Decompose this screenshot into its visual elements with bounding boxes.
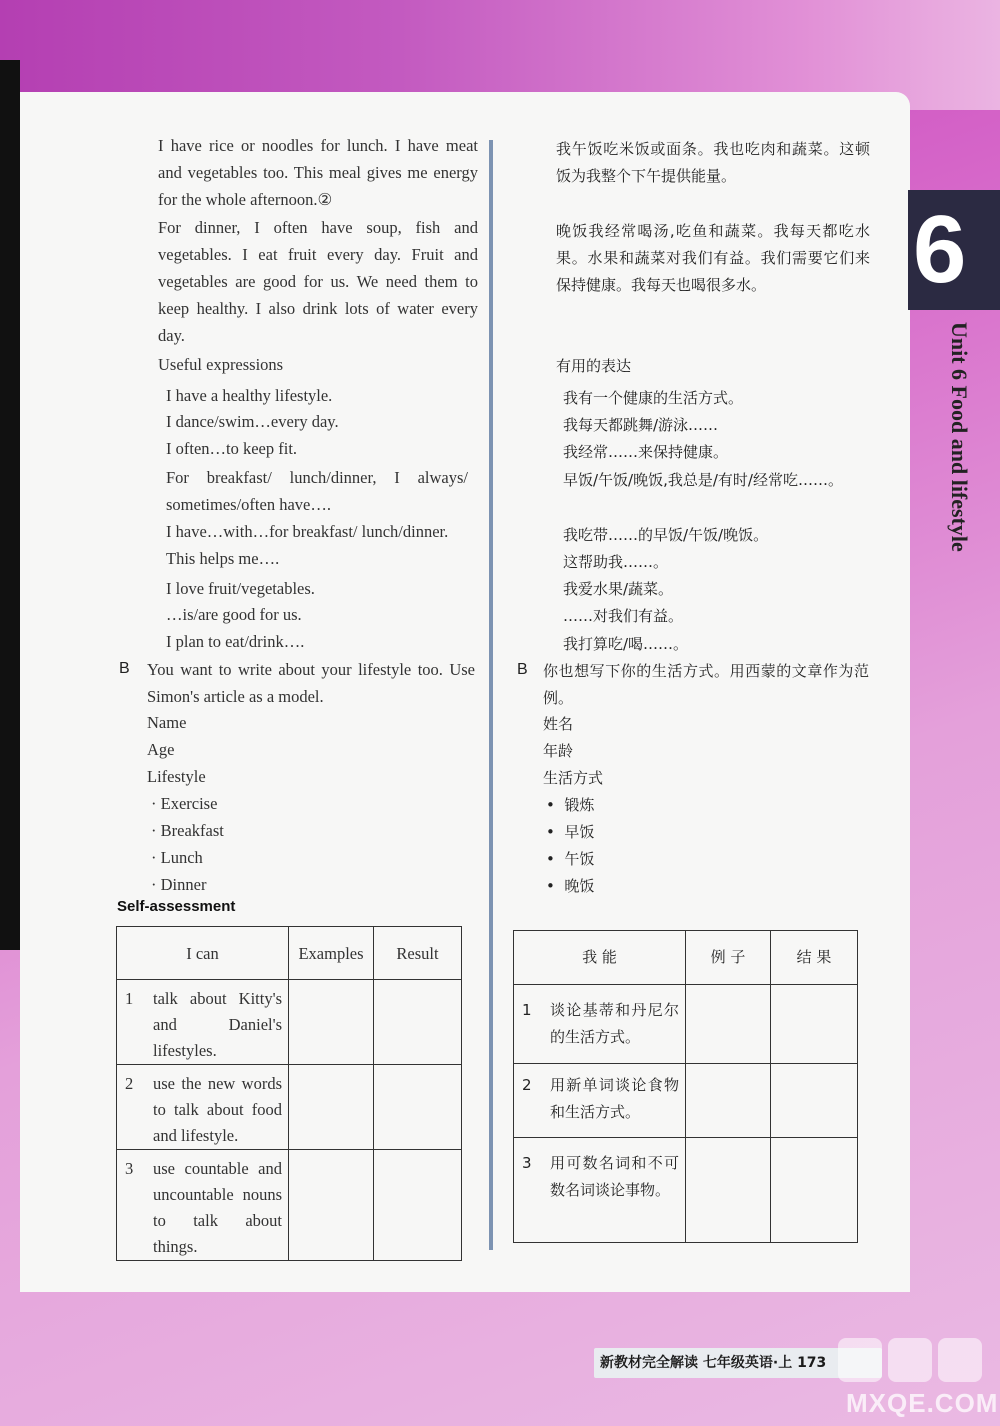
row-number: 3	[125, 1159, 134, 1178]
row-text: talk about Kitty's and Daniel's lifestyles.	[153, 989, 282, 1060]
en-expression: …is/are good for us.	[166, 605, 302, 624]
examples-cell[interactable]	[686, 1064, 771, 1138]
zh-section-b-label: B	[517, 661, 528, 678]
zh-expression: 我打算吃/喝……。	[563, 635, 689, 653]
zh-bullet-item: • 早饭	[546, 823, 595, 841]
row-text: 用可数名词和不可数名词谈论事物。	[550, 1154, 679, 1199]
examples-cell[interactable]	[289, 1065, 374, 1150]
en-paragraph-lunch: I have rice or noodles for lunch. I have meat and vegetables too. This meal gives me energy for the whole afternoon.②	[158, 136, 478, 209]
table-row	[117, 1065, 462, 1150]
examples-cell[interactable]	[686, 985, 771, 1064]
row-number: 1	[125, 989, 134, 1008]
en-expression: This helps me….	[166, 549, 280, 568]
en-bullet-item: · Breakfast	[151, 821, 224, 840]
en-expression: I love fruit/vegetables.	[166, 579, 315, 598]
binding-strip	[0, 60, 20, 950]
table-row	[514, 1064, 858, 1138]
zh-useful-expressions-title: 有用的表达	[556, 357, 632, 375]
zh-expression: ……对我们有益。	[563, 607, 684, 625]
en-expression: For breakfast/ lunch/dinner, I always/ sometimes/often have….	[166, 468, 468, 514]
zh-expression: 我有一个健康的生活方式。	[563, 389, 744, 407]
table-header: Examples	[289, 927, 374, 980]
footer-book-title: 新教材完全解读 七年级英语·上 173	[600, 1355, 827, 1371]
row-text: use the new words to talk about food and lifestyle.	[153, 1074, 282, 1145]
table-header: 我 能	[514, 931, 686, 985]
row-number: 1	[522, 1001, 532, 1019]
zh-expression: 我每天都跳舞/游泳……	[563, 416, 719, 434]
row-number: 2	[125, 1074, 134, 1093]
self-assessment-title: Self-assessment	[117, 898, 236, 915]
examples-cell[interactable]	[289, 980, 374, 1065]
zh-expression: 这帮助我……。	[563, 553, 669, 571]
row-number: 3	[522, 1154, 532, 1172]
table-row	[117, 1150, 462, 1261]
zh-bullet-item: • 晚饭	[546, 877, 595, 895]
watermark-text: MXQE.COM	[846, 1388, 999, 1418]
examples-cell[interactable]	[686, 1138, 771, 1243]
table-row	[514, 1138, 858, 1243]
en-bullet-item: · Exercise	[151, 794, 218, 813]
unit-number: 6	[913, 196, 967, 303]
en-expression: I often…to keep fit.	[166, 439, 298, 458]
column-divider	[489, 140, 493, 1250]
zh-expression: 我爱水果/蔬菜。	[563, 580, 674, 598]
row-text: use countable and uncountable nouns to talk about things.	[153, 1159, 282, 1256]
en-section-b-instruction: You want to write about your lifestyle too. Use Simon's article as a model.	[147, 660, 475, 706]
examples-cell[interactable]	[289, 1150, 374, 1261]
en-field-lifestyle: Lifestyle	[147, 767, 206, 786]
zh-paragraph-lunch: 我午饭吃米饭或面条。我也吃肉和蔬菜。这顿饭为我整个下午提供能量。	[556, 140, 870, 185]
row-number: 2	[522, 1076, 532, 1094]
table-row	[117, 980, 462, 1065]
row-text: 谈论基蒂和丹尼尔的生活方式。	[550, 1001, 679, 1046]
zh-field-lifestyle: 生活方式	[543, 769, 604, 787]
en-section-b-label: B	[119, 660, 130, 677]
en-expression: I have a healthy lifestyle.	[166, 386, 333, 405]
zh-field-name: 姓名	[543, 715, 574, 733]
zh-expression: 我吃带……的早饭/午饭/晚饭。	[563, 526, 769, 544]
en-field-name: Name	[147, 713, 187, 732]
self-assessment-table-en	[116, 926, 462, 1261]
zh-expression: 我经常……来保持健康。	[563, 443, 729, 461]
zh-expression: 早饭/午饭/晚饭,我总是/有时/经常吃……。	[563, 471, 843, 489]
result-cell[interactable]	[771, 1064, 858, 1138]
result-cell[interactable]	[374, 1065, 462, 1150]
table-header: I can	[117, 927, 289, 980]
result-cell[interactable]	[374, 1150, 462, 1261]
zh-bullet-item: • 午饭	[546, 850, 595, 868]
en-expression: I have…with…for breakfast/ lunch/dinner.	[166, 522, 449, 541]
zh-field-age: 年龄	[543, 742, 574, 760]
result-cell[interactable]	[771, 985, 858, 1064]
en-paragraph-dinner: For dinner, I often have soup, fish and vegetables. I eat fruit every day. Fruit and vegetables are good for us. We need them to keep healthy. I also drink lots of water every day.	[158, 218, 478, 345]
table-header: 例 子	[686, 931, 771, 985]
en-field-age: Age	[147, 740, 175, 759]
en-expression: I plan to eat/drink….	[166, 632, 305, 651]
zh-bullet-item: • 锻炼	[546, 796, 595, 814]
zh-section-b-instruction: 你也想写下你的生活方式。用西蒙的文章作为范例。	[543, 662, 869, 707]
result-cell[interactable]	[374, 980, 462, 1065]
table-row	[514, 985, 858, 1064]
en-expression: I dance/swim…every day.	[166, 412, 339, 431]
unit-title: Unit 6 Food and lifestyle	[947, 322, 972, 552]
self-assessment-table-zh	[513, 930, 858, 1243]
zh-paragraph-dinner: 晚饭我经常喝汤,吃鱼和蔬菜。我每天都吃水果。水果和蔬菜对我们有益。我们需要它们来保持健康。我每天也喝很多水。	[556, 222, 870, 294]
row-text: 用新单词谈论食物和生活方式。	[550, 1076, 679, 1121]
en-bullet-item: · Lunch	[151, 848, 203, 867]
table-header: Result	[374, 927, 462, 980]
table-header: 结 果	[771, 931, 858, 985]
en-bullet-item: · Dinner	[151, 875, 207, 894]
en-useful-expressions-title: Useful expressions	[158, 355, 284, 374]
result-cell[interactable]	[771, 1138, 858, 1243]
